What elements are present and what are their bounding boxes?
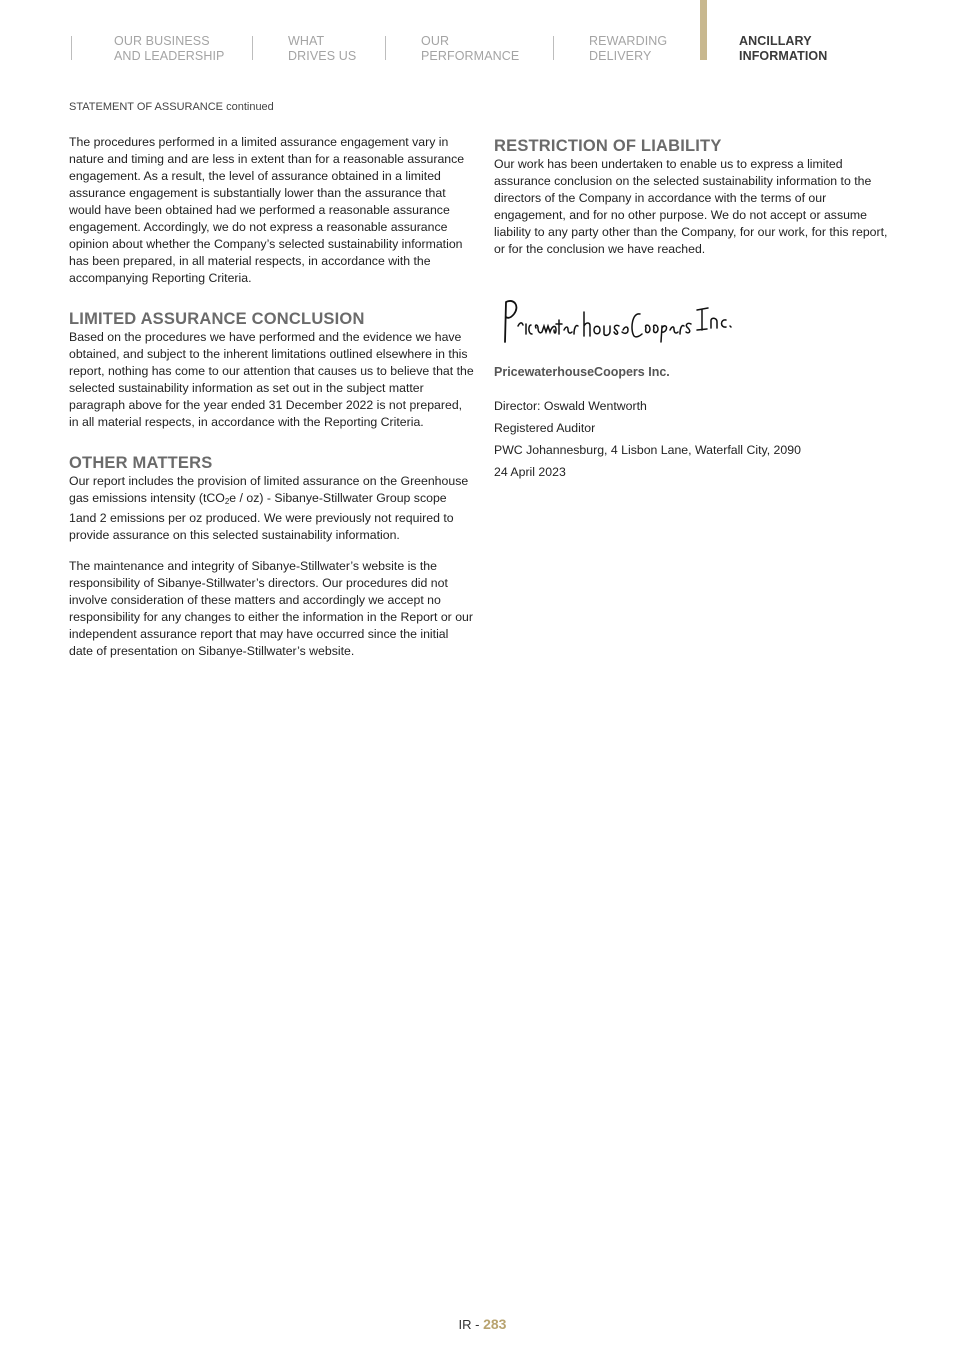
nav-label-line2: AND LEADERSHIP — [114, 49, 225, 63]
nav-divider — [71, 36, 72, 60]
other-matters-paragraph-1 — [69, 473, 474, 544]
nav-item-our-performance[interactable] — [421, 34, 519, 64]
nav-item-what-drives-us[interactable] — [288, 34, 356, 64]
nav-item-our-business[interactable] — [114, 34, 224, 64]
handwritten-signature — [498, 292, 738, 350]
nav-label-line2: PERFORMANCE — [421, 49, 520, 63]
auditor-role: Registered Auditor — [494, 421, 596, 435]
auditor-address: PWC Johannesburg, 4 Lisbon Lane, Waterfall City, 2090 — [494, 443, 801, 457]
text-segment: e / oz) - Sibanye-Stillwater Group scope 1and 2 emissions per oz produced. We were previously not required to provide assurance on this selected sustainability information. — [69, 491, 454, 542]
nav-label-line1: OUR BUSINESS — [114, 34, 210, 48]
nav-divider — [252, 36, 253, 60]
director-name: Director: Oswald Wentworth — [494, 399, 647, 413]
section-navigation — [0, 0, 965, 80]
nav-label-line2: INFORMATION — [739, 49, 828, 63]
restriction-of-liability-heading: RESTRICTION OF LIABILITY — [494, 137, 722, 155]
restriction-paragraph: Our work has been undertaken to enable us to express a limited assurance conclusion on the selected sustainability information to the directors of the Company in accordance with the terms of our engagement, and for no other purpose. We do not accept or assume liability to any party other than the Company, for our work, for this report, or for the conclusion we have reached. — [494, 157, 888, 256]
breadcrumb — [69, 101, 274, 113]
intro-paragraph: The procedures performed in a limited assurance engagement vary in nature and timing and are less in extent than for a reasonable assurance engagement. As a result, the level of assurance obtained in a limited assurance engagement is substantially lower than the assurance that would have been obtained had we performed a reasonable assurance engagement. Accordingly, we do not express a reasonable assurance opinion about whether the Company’s selected sustainability information has been prepared, in all material respects, in accordance with the accompanying Reporting Criteria. — [69, 135, 465, 285]
breadcrumb-suffix: continued — [223, 101, 274, 113]
other-matters-paragraph-2: The maintenance and integrity of Sibanye-Stillwater’s website is the responsibility of Sibanye-Stillwater’s directors. Our procedures did not involve consideration of these matters and accordingly we accept no responsibility for any changes to either the information in the Report or our independent assurance report that may have occurred since the initial date of presentation on Sibanye-Stillwater’s website. — [69, 559, 473, 658]
nav-label-line1: OUR — [421, 34, 450, 48]
nav-item-rewarding-delivery[interactable] — [589, 34, 667, 64]
nav-label-line1: REWARDING — [589, 34, 668, 48]
right-column — [494, 134, 894, 272]
signature-date: 24 April 2023 — [494, 465, 566, 479]
limited-assurance-conclusion-heading: LIMITED ASSURANCE CONCLUSION — [69, 310, 365, 328]
nav-label-line1: ANCILLARY — [739, 34, 812, 48]
nav-divider — [553, 36, 554, 60]
nav-divider — [385, 36, 386, 60]
conclusion-paragraph: Based on the procedures we have performed and the evidence we have obtained, and subject to the inherent limitations outlined elsewhere in this report, nothing has come to our attention that causes us to believe that the selected sustainability information as set out in the subject matter paragraph above for the year ended 31 December 2022 is not prepared, in all material respects, in accordance with the Reporting Criteria. — [69, 330, 474, 429]
subscript: 2 — [224, 497, 230, 506]
nav-item-ancillary-information[interactable] — [739, 34, 827, 64]
page-number: 283 — [483, 1316, 507, 1332]
signatory-company: PricewaterhouseCoopers Inc. — [494, 365, 670, 379]
left-column — [69, 134, 474, 674]
nav-label-line1: WHAT — [288, 34, 325, 48]
nav-label-line2: DELIVERY — [589, 49, 652, 63]
text-segment: Our report includes the provision of limited assurance on the Greenhouse gas emissions intensity (tCO — [69, 474, 469, 505]
other-matters-heading: OTHER MATTERS — [69, 454, 213, 472]
page-footer — [0, 1316, 965, 1332]
breadcrumb-section: STATEMENT OF ASSURANCE — [69, 101, 224, 113]
footer-prefix: IR - — [458, 1317, 484, 1332]
signatory-details — [494, 395, 801, 483]
active-section-marker — [700, 0, 707, 60]
nav-label-line2: DRIVES US — [288, 49, 357, 63]
